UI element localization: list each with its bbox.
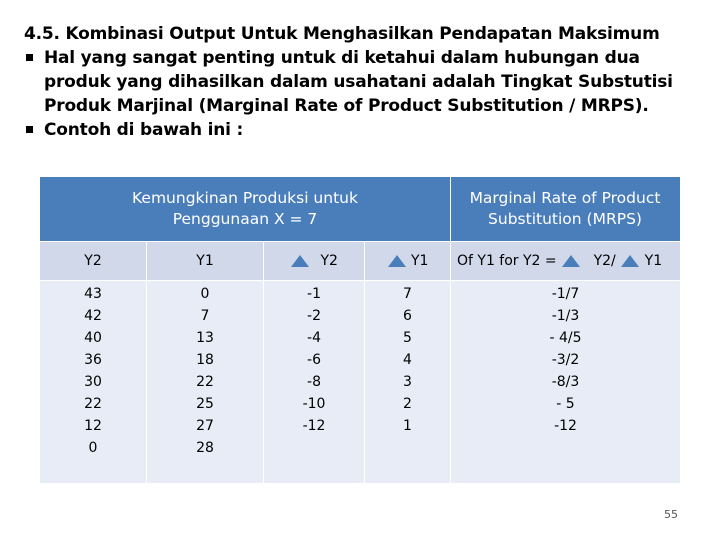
bullet-text-2: Contoh di bawah ini : (44, 120, 244, 140)
table-cell: -8 (307, 374, 321, 390)
table-cell: 43 (84, 286, 102, 302)
bullet-item-1 (24, 46, 704, 118)
mrps-formula-prefix: Of Y1 for Y2 = (457, 253, 557, 269)
col-header-delta-y1 (365, 242, 450, 280)
table-cell: 28 (196, 440, 214, 456)
delta-y1-label: Y1 (410, 253, 429, 269)
table-cell: 1 (403, 418, 412, 434)
column-delta-y1-values (365, 283, 450, 437)
table-cell: -8/3 (551, 374, 580, 390)
table-cell: 0 (88, 440, 98, 456)
table-cell: -6 (307, 352, 321, 368)
header-production-possibility (40, 177, 450, 241)
table-cell: -10 (302, 396, 326, 412)
column-delta-y2-values (264, 283, 364, 437)
table-cell: 40 (84, 330, 102, 346)
table-cell: 5 (403, 330, 412, 346)
table-cell: - 4/5 (549, 330, 582, 346)
table-cell: 7 (200, 308, 210, 324)
mrps-formula-mid: Y2/ (593, 253, 616, 269)
col-header-y2: Y2 (84, 253, 102, 269)
delta-icon (290, 254, 310, 268)
table-cell: 42 (84, 308, 102, 324)
section-title: 4.5. Kombinasi Output Untuk Menghasilkan Pendapatan Maksimum (24, 24, 660, 44)
delta-icon (561, 254, 581, 268)
square-bullet-icon (26, 54, 33, 61)
column-mrps-values (451, 283, 680, 437)
table-cell: 7 (403, 286, 412, 302)
table-cell: 30 (84, 374, 102, 390)
table-cell: 27 (196, 418, 214, 434)
table-cell: -2 (307, 308, 321, 324)
header-right-label: Marginal Rate of Product Substitution (MRPS) (469, 189, 661, 228)
col-header-delta-y2 (264, 242, 364, 280)
header-left-label: Kemungkinan Produksi untuk Penggunaan X = 7 (132, 189, 358, 228)
table-cell: -12 (302, 418, 326, 434)
delta-y2-label: Y2 (320, 253, 338, 269)
subheader-row (40, 241, 680, 281)
table-cell: -12 (554, 418, 577, 434)
table-cell: 12 (84, 418, 102, 434)
table-cell: -4 (307, 330, 321, 346)
table-cell: -3/2 (551, 352, 580, 368)
table-cell: 22 (196, 374, 214, 390)
table-cell: 22 (84, 396, 102, 412)
col-header-y1: Y1 (196, 253, 214, 269)
column-y2-values (40, 283, 146, 459)
table-cell: 3 (403, 374, 412, 390)
table-cell: 2 (403, 396, 412, 412)
header-mrps (450, 177, 680, 241)
table-cell: 4 (403, 352, 412, 368)
mrps-formula-end: Y1 (644, 253, 663, 269)
mrps-table (40, 177, 680, 483)
table-cell: 0 (200, 286, 210, 302)
table-cell: -1 (307, 286, 321, 302)
slide-heading (24, 22, 704, 142)
bullet-text-1: Hal yang sangat penting untuk di ketahui dalam hubungan dua produk yang dihasilkan dalam usahatani adalah Tingkat Substutisi Produk Marjinal (Marginal Rate of Product Substitution / MRPS). (44, 48, 673, 116)
table-cell: - 5 (556, 396, 575, 412)
table-cell: -1/7 (551, 286, 580, 302)
delta-icon (620, 254, 640, 268)
table-cell: 25 (196, 396, 214, 412)
table-cell: 36 (84, 352, 102, 368)
table-cell: 13 (196, 330, 214, 346)
page-number: 55 (664, 508, 678, 521)
bullet-item-2 (24, 118, 704, 142)
table-cell: 6 (403, 308, 412, 324)
table-cell: -1/3 (551, 308, 580, 324)
table-cell: 18 (196, 352, 214, 368)
delta-icon (387, 254, 407, 268)
column-y1-values (147, 283, 263, 459)
col-header-mrps (451, 242, 680, 280)
square-bullet-icon (26, 126, 33, 133)
